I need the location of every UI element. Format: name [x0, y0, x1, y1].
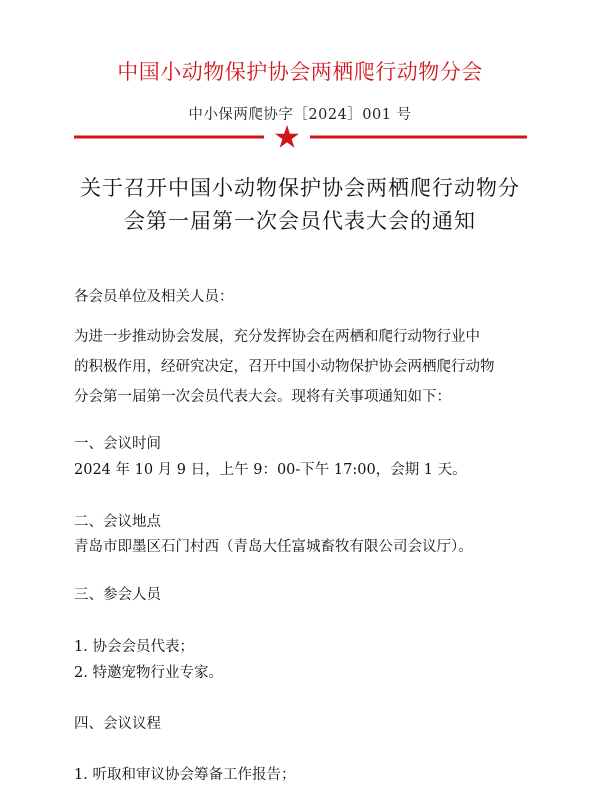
notice-title — [0, 172, 600, 238]
section-time-heading: 一、会议时间 — [74, 436, 161, 452]
red-divider — [74, 122, 527, 152]
section-agenda-heading: 四、会议议程 — [74, 716, 161, 732]
attendee-item-2: 2. 特邀宠物行业专家。 — [74, 665, 223, 681]
salutation: 各会员单位及相关人员： — [74, 289, 234, 305]
intro-line-3: 分会第一届第一次会员代表大会。现将有关事项通知如下： — [74, 389, 451, 405]
document-number: 中小保两爬协字［2024］001 号 — [188, 107, 412, 123]
agenda-item-1: 1. 听取和审议协会筹备工作报告； — [74, 767, 296, 783]
intro-line-1: 为进一步推动协会发展，充分发挥协会在两栖和爬行动物行业中 — [74, 329, 480, 345]
intro-paragraph — [74, 325, 526, 409]
intro-line-2: 的积极作用，经研究决定，召开中国小动物保护协会两栖爬行动物 — [74, 359, 495, 375]
organization-name: 中国小动物保护协会两栖爬行动物分会 — [117, 60, 483, 84]
attendee-item-1: 1. 协会会员代表； — [74, 639, 194, 655]
section-location-content: 青岛市即墨区石门村西（青岛大任富城畜牧有限公司会议厅）。 — [74, 539, 473, 555]
red-star-icon — [275, 125, 299, 148]
section-attendees-heading: 三、参会人员 — [74, 587, 161, 603]
notice-title-line-1: 关于召开中国小动物保护协会两栖爬行动物分 — [80, 176, 520, 200]
section-time-content: 2024 年 10 月 9 日，上午 9：00-下午 17:00，会期 1 天。 — [74, 462, 467, 478]
section-location-heading: 二、会议地点 — [74, 514, 161, 530]
notice-title-line-2: 会第一届第一次会员代表大会的通知 — [124, 209, 476, 233]
